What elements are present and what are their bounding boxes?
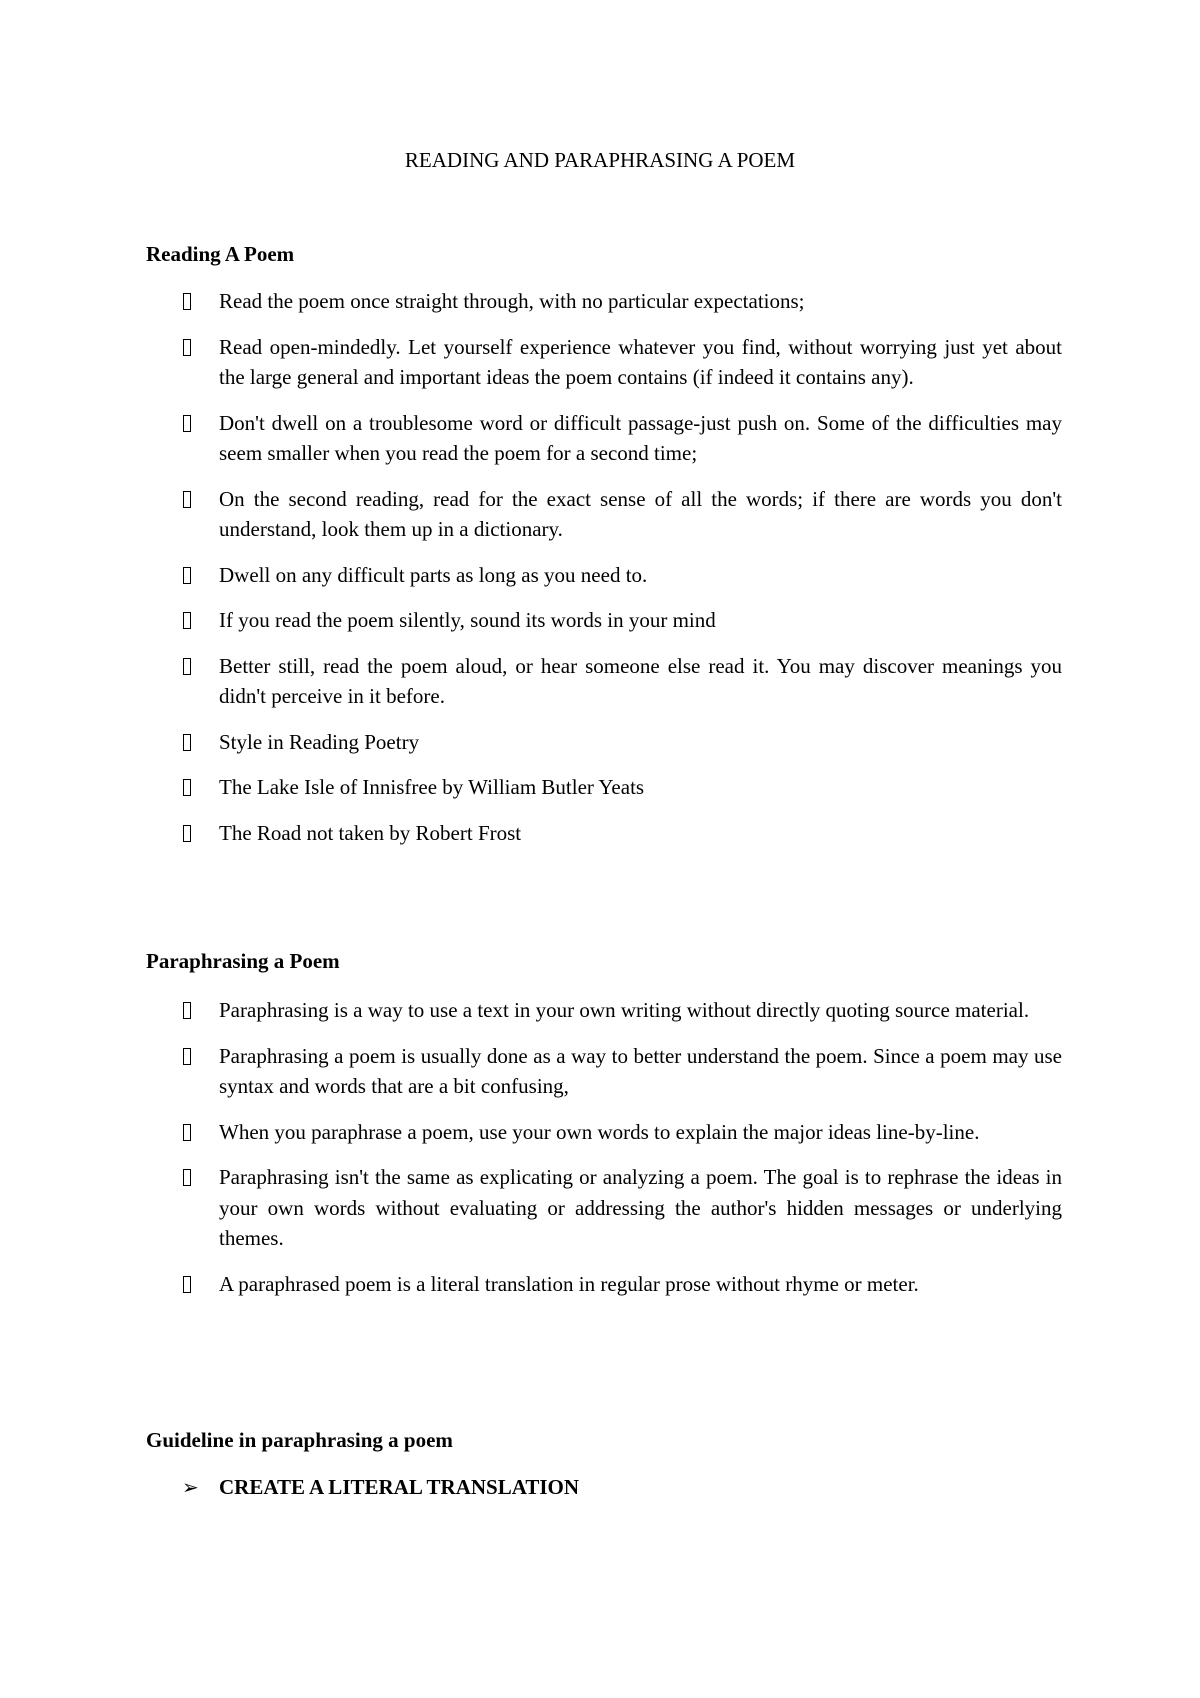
list-item-text: Style in Reading Poetry [219,729,420,754]
list-item-text: The Lake Isle of Innisfree by William Butler Yeats [219,775,645,799]
list-item-text: Paraphrasing isn't the same as explicating or analyzing a poem. The goal is to rephrase the ideas in your own words without evaluating or addressing the author's hidden messages or underlying themes. [219,1165,1062,1250]
list-item [0,332,1062,393]
list-item-text: On the second reading, read for the exact sense of all the words; if there are words you don't understand, look them up in a dictionary. [219,486,1062,541]
box-bullet-icon [183,293,191,310]
list-item-text: Paraphrasing is a way to use a text in your own writing without directly quoting source material. [219,998,1030,1022]
list-item-text: Don't dwell on a troublesome word or difficult passage-just push on. Some of the difficulties may seem smaller when you read the poem for a second time; [219,410,1062,465]
box-bullet-icon [183,1169,191,1186]
box-bullet-icon [183,1276,191,1293]
box-bullet-icon [183,339,191,356]
list-item [0,1162,1062,1254]
list-item-text: Read open-mindedly. Let yourself experience whatever you find, without worrying just yet about the large general and important ideas the poem contains (if indeed it contains any). [219,334,1062,389]
box-bullet-icon [183,612,191,629]
list-item [0,1041,1062,1102]
list-item-text: A paraphrased poem is a literal translation in regular prose without rhyme or meter. [219,1271,919,1296]
list-item [0,1269,1062,1300]
list-item [0,605,1062,636]
arrow-bullet-icon: ➢ [182,1475,199,1499]
reading-bullet-list [0,286,1200,863]
list-item-text: Dwell on any difficult parts as long as you need to. [219,562,648,587]
guideline-item-text: CREATE A LITERAL TRANSLATION [219,1475,580,1499]
page-title: READING AND PARAPHRASING A POEM [404,148,796,172]
list-item [0,560,1062,591]
box-bullet-icon [183,491,191,508]
box-bullet-icon [183,779,191,796]
box-bullet-icon [183,1048,191,1065]
box-bullet-icon [183,1124,191,1141]
list-item [0,995,1062,1026]
box-bullet-icon [183,825,191,842]
list-item [0,818,1062,849]
list-item [0,651,1062,712]
list-item-text: Better still, read the poem aloud, or hear someone else read it. You may discover meanings you didn't perceive in it before. [219,653,1062,708]
list-item [0,1117,1062,1148]
section-heading-guideline: Guideline in paraphrasing a poem [146,1428,453,1452]
box-bullet-icon [183,1002,191,1019]
list-item-text: When you paraphrase a poem, use your own words to explain the major ideas line-by-line. [219,1119,980,1144]
list-item [0,727,1062,758]
list-item [0,286,1062,317]
box-bullet-icon [183,415,191,432]
list-item [0,484,1062,545]
box-bullet-icon [183,658,191,675]
list-item-text: If you read the poem silently, sound its words in your mind [219,608,716,632]
box-bullet-icon [183,734,191,751]
section-heading-reading: Reading A Poem [146,242,295,266]
box-bullet-icon [183,567,191,584]
list-item-text: Paraphrasing a poem is usually done as a way to better understand the poem. Since a poem may use syntax and words that are a bit confusing, [219,1043,1062,1098]
paraphrasing-bullet-list [0,995,1200,1314]
section-heading-paraphrasing: Paraphrasing a Poem [146,949,340,973]
list-item-text: Read the poem once straight through, with no particular expectations; [219,289,805,313]
list-item [0,772,1062,803]
list-item [0,408,1062,469]
list-item-text: The Road not taken by Robert Frost [219,820,522,845]
